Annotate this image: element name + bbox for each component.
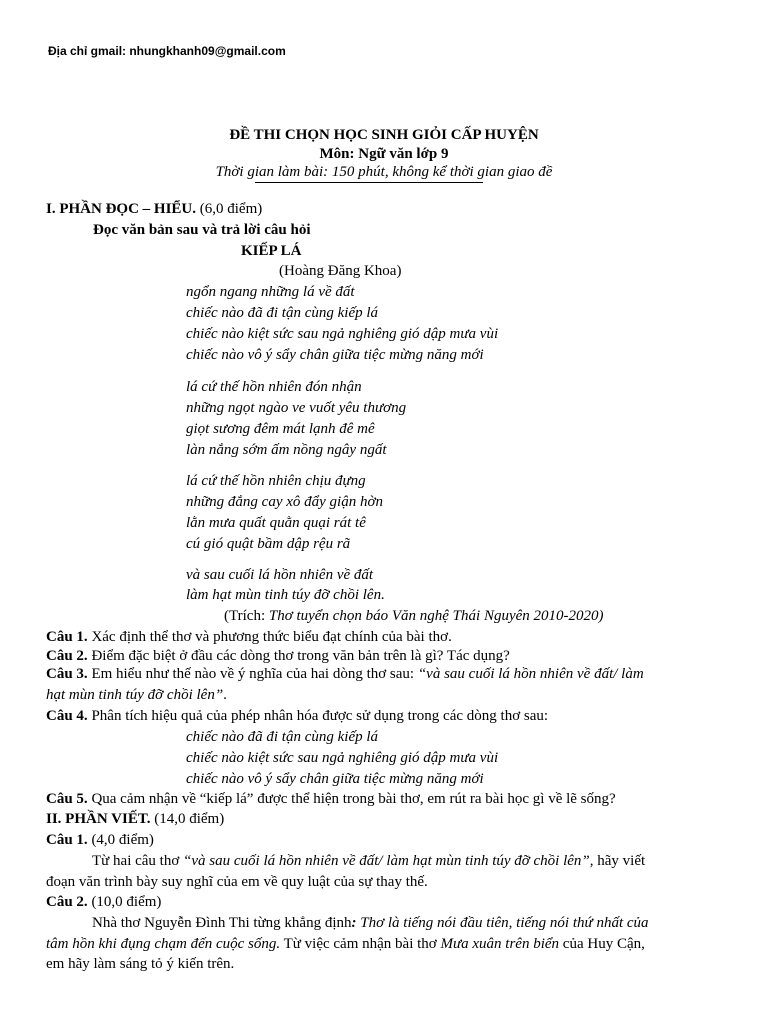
exam-title: ĐỀ THI CHỌN HỌC SINH GIỎI CẤP HUYỆN (229, 127, 539, 143)
essay-text: Từ việc cảm nhận bài thơ (280, 936, 441, 952)
question-points: (10,0 điểm) (87, 894, 162, 910)
part2-heading-line (46, 810, 224, 828)
question-text: Em hiểu như thế nào về ý nghĩa của hai dòng thơ sau: (87, 666, 418, 682)
question-3-cont (46, 686, 227, 704)
poem-line: những đắng cay xô đẩy giận hờn (186, 494, 383, 510)
question-label: Câu 2. (46, 648, 88, 664)
quoted-line: chiếc nào kiệt sức sau ngả nghiêng gió dập mưa vùi (186, 750, 499, 766)
part1-heading-line (46, 200, 262, 218)
essay-colon: : (351, 915, 357, 931)
essay-quote: Thơ là tiếng nói đầu tiên, tiếng nói thứ nhất của (356, 915, 649, 931)
essay-quote: tâm hồn khi đụng chạm đến cuộc sống. (46, 936, 281, 952)
essay-1-heading (46, 831, 154, 849)
question-label: Câu 4. (46, 708, 88, 724)
essay-1-text-cont: đoạn văn trình bày suy nghĩ của em về quy luật của sự thay thế. (46, 874, 428, 890)
poem-line: những ngọt ngào ve vuốt yêu thương (186, 400, 407, 416)
essay-text: Nhà thơ Nguyễn Đình Thi từng khẳng định (92, 915, 352, 931)
essay-2-text-end: em hãy làm sáng tỏ ý kiến trên. (46, 956, 235, 972)
poem-line: làn nắng sớm ấm nồng ngây ngất (186, 442, 387, 458)
question-5 (46, 790, 616, 808)
title-underline (255, 182, 483, 183)
question-text: Điểm đặc biệt ở đầu các dòng thơ trong văn bản trên là gì? Tác dụng? (87, 648, 510, 664)
question-text: Qua cảm nhận về “kiếp lá” được thể hiện trong bài thơ, em rút ra bài học gì về lẽ sống? (87, 791, 616, 807)
essay-text: Từ hai câu thơ (92, 853, 184, 869)
part2-heading: II. PHẦN VIẾT. (46, 811, 151, 827)
essay-text: , hãy viết (589, 853, 646, 869)
question-text: . (223, 687, 227, 703)
poem-title: KIẾP LÁ (241, 243, 302, 259)
part2-points: (14,0 điểm) (150, 811, 225, 827)
question-1 (46, 628, 452, 646)
reading-instruction: Đọc văn bản sau và trả lời câu hỏi (93, 222, 311, 238)
question-4 (46, 707, 548, 725)
question-label: Câu 1. (46, 629, 88, 645)
part1-points: (6,0 điểm) (196, 201, 263, 217)
poem-line: chiếc nào đã đi tận cùng kiếp lá (186, 305, 379, 321)
quoted-line: chiếc nào vô ý sẩy chân giữa tiệc mừng năng mới (186, 771, 484, 787)
poem-line: và sau cuối lá hồn nhiên về đất (186, 567, 374, 583)
question-label: Câu 2. (46, 894, 88, 910)
question-quote: hạt mùn tinh túy đỡ chồi lên” (46, 687, 224, 703)
email-line: Địa chỉ gmail: nhungkhanh09@gmail.com (48, 44, 286, 58)
poem-line: lằn mưa quất quằn quại rát tê (186, 515, 366, 531)
part1-heading: I. PHẦN ĐỌC – HIỂU. (46, 201, 197, 217)
source-prefix: (Trích: (224, 608, 269, 624)
essay-quote: “và sau cuối lá hồn nhiên về đất/ làm hạt mùn tinh túy đỡ chồi lên” (183, 853, 590, 869)
question-2 (46, 647, 510, 665)
poem-line: làm hạt mùn tinh túy đỡ chồi lên. (186, 587, 385, 603)
poem-line: lá cứ thế hồn nhiên chịu đựng (186, 473, 366, 489)
question-label: Câu 5. (46, 791, 88, 807)
quoted-line: chiếc nào đã đi tận cùng kiếp lá (186, 729, 379, 745)
question-text: Phân tích hiệu quả của phép nhân hóa được sử dụng trong các dòng thơ sau: (87, 708, 549, 724)
poem-line: lá cứ thế hồn nhiên đón nhận (186, 379, 362, 395)
essay-2-heading (46, 893, 161, 911)
subject-line: Môn: Ngữ văn lớp 9 (319, 146, 449, 162)
poem-line: chiếc nào vô ý sẩy chân giữa tiệc mừng năng mới (186, 347, 484, 363)
poem-author: (Hoàng Đăng Khoa) (279, 263, 402, 279)
question-label: Câu 3. (46, 666, 88, 682)
poem-line: ngổn ngang những lá về đất (186, 284, 355, 300)
essay-work-title: Mưa xuân trên biển (440, 936, 560, 952)
source-title: Thơ tuyển chọn báo Văn nghệ Thái Nguyên 2010-2020) (268, 608, 604, 624)
question-points: (4,0 điểm) (87, 832, 154, 848)
essay-2-text-cont (46, 935, 645, 953)
essay-text: của Huy Cận, (559, 936, 645, 952)
question-quote: “và sau cuối lá hồn nhiên về đất/ làm (417, 666, 644, 682)
poem-source (224, 607, 604, 625)
essay-2-text (92, 914, 649, 932)
essay-1-text (92, 852, 645, 870)
poem-line: cú gió quật bầm dập rệu rã (186, 536, 351, 552)
poem-line: chiếc nào kiệt sức sau ngả nghiêng gió dập mưa vùi (186, 326, 499, 342)
question-label: Câu 1. (46, 832, 88, 848)
poem-line: giọt sương đêm mát lạnh đê mê (186, 421, 375, 437)
question-text: Xác định thể thơ và phương thức biểu đạt chính của bài thơ. (87, 629, 452, 645)
question-3 (46, 665, 644, 683)
time-line: Thời gian làm bài: 150 phút, không kể thời gian giao đề (215, 164, 553, 180)
